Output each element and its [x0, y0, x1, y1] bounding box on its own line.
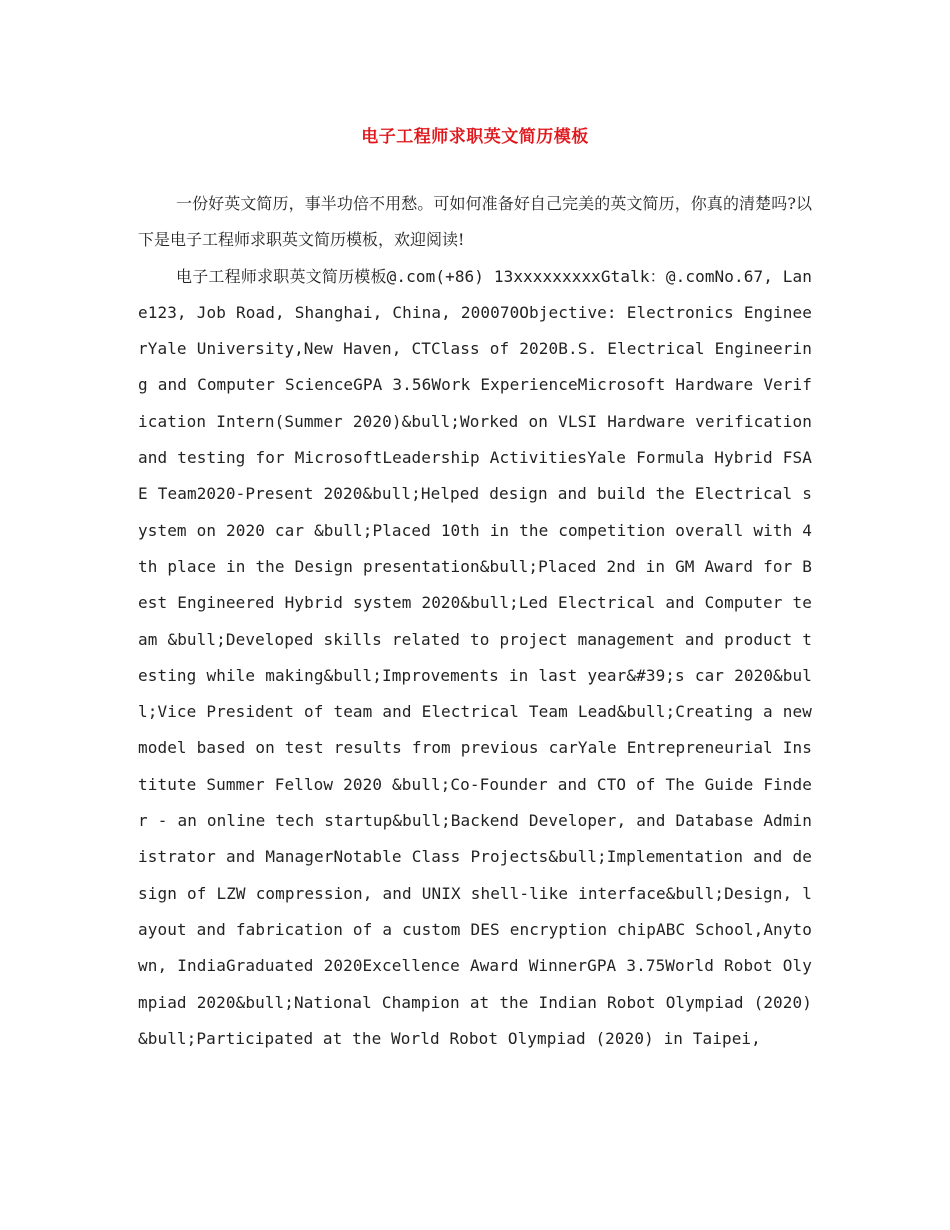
resume-paragraph: 电子工程师求职英文简历模板@.com(+86) 13xxxxxxxxxGtalk：@.comNo.67, Lane123, Job Road, Shanghai, China, 200070Objective: Electronics EngineerYale University,New Haven, CTClass of 2020B.S. Electrical Engineering and Computer ScienceGPA 3.56Work ExperienceMicrosoft Hardware Verification Intern(Summer 2020)&bull;Worked on VLSI Hardware verification and testing for MicrosoftLeadership ActivitiesYale Formula Hybrid FSAE Team2020-Present 2020&bull;Helped design and build the Electrical system on 2020 car &bull;Placed 10th in the competition overall with 4th place in the Design presentation&bull;Placed 2nd in GM Award for Best Engineered Hybrid system 2020&bull;Led Electrical and Computer team &bull;Developed skills related to project management and product testing while making&bull;Improvements in last year&#39;s car 2020&bull;Vice President of team and Electrical Team Lead&bull;Creating a new model based on test results from previous carYale Entrepreneurial Institute Summer Fellow 2020 &bull;Co-Founder and CTO of The Guide Finder - an online tech startup&bull;Backend Developer, and Database Administrator and ManagerNotable Class Projects&bull;Implementation and design of LZW compression, and UNIX shell-like interface&bull;Design, layout and fabrication of a custom DES encryption chipABC School,Anytown, IndiaGraduated 2020Excellence Award WinnerGPA 3.75World Robot Olympiad 2020&bull;National Champion at the Indian Robot Olympiad (2020)&bull;Participated at the World Robot Olympiad (2020) in Taipei, [138, 266, 812, 1048]
document-body [138, 186, 812, 1057]
intro-paragraph: 一份好英文简历，事半功倍不用愁。可如何准备好自己完美的英文简历，你真的清楚吗?以下是电子工程师求职英文简历模板，欢迎阅读! [138, 194, 812, 250]
document-title: 电子工程师求职英文简历模板 [361, 127, 589, 147]
